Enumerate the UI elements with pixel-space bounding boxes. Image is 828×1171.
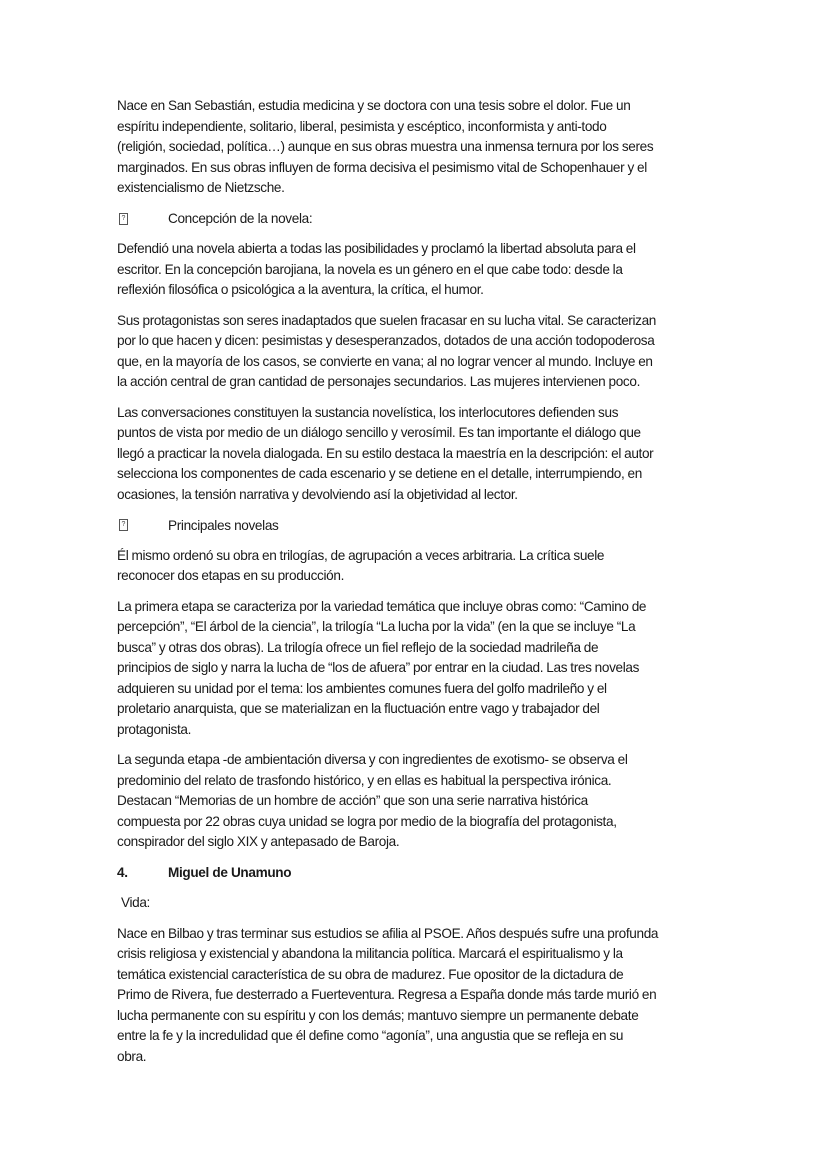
text-line: que, en la mayoría de los casos, se convierte en vana; al no lograr vencer al mundo. Incluye en	[117, 353, 653, 369]
paragraph-primera-etapa	[117, 597, 717, 741]
text-line: Defendió una novela abierta a todas las posibilidades y proclamó la libertad absoluta para el	[117, 241, 636, 256]
text-line: (religión, sociedad, política…) aunque en sus obras muestra una inmensa ternura por los seres	[117, 139, 654, 154]
bullet-principales-novelas	[117, 515, 717, 536]
text-line: Él mismo ordenó su obra en trilogías, de agrupación a veces arbitraria. La crítica suele	[117, 547, 605, 563]
paragraph-conversaciones	[117, 403, 717, 506]
text-line: temática existencial característica de su obra de madurez. Fue opositor de la dictadura de	[117, 966, 624, 982]
paragraph-unamuno-biography	[117, 924, 717, 1068]
text-line: predominio del relato de trasfondo histórico, y en ellas es habitual la perspectiva irónica.	[117, 772, 612, 788]
text-line: llegó a practicar la novela dialogada. En su estilo destaca la maestría en la descripción: el autor	[117, 445, 654, 461]
missing-glyph-bullet-icon: ?	[119, 213, 128, 225]
text-line: Las conversaciones constituyen la sustancia novelística, los interlocutores defienden sus	[117, 404, 619, 420]
text-line: entre la fe y la incredulidad que él define como “agonía”, una angustia que se refleja en su	[117, 1028, 624, 1043]
text-line: obra.	[117, 1048, 147, 1064]
text-line: conspirador del siglo XIX y antepasado de Baroja.	[117, 834, 400, 849]
text-line: La primera etapa se caracteriza por la variedad temática que incluye obras como: “Camino de	[117, 598, 647, 614]
text-line: marginados. En sus obras influyen de forma decisiva el pesimismo vital de Schopenhauer y el	[117, 159, 647, 175]
text-line: ocasiones, la tensión narrativa y devolviendo así la objetividad al lector.	[117, 486, 518, 502]
text-line: reflexión filosófica o psicológica a la aventura, la crítica, el humor.	[117, 282, 484, 297]
text-line: espíritu independiente, solitario, liberal, pesimista y escéptico, inconformista y anti-todo	[117, 118, 607, 134]
text-line: busca” y otras dos obras). La trilogía ofrece un fiel reflejo de la sociedad madrileña de	[117, 639, 599, 655]
text-line: por lo que hacen y dicen: pesimistas y desesperanzados, dotados de una acción todopoderosa	[117, 333, 655, 348]
document-page	[117, 96, 717, 1077]
paragraph-protagonistas	[117, 311, 717, 393]
text-line: protagonista.	[117, 721, 192, 737]
text-line: puntos de vista por medio de un diálogo sencillo y verosímil. Es tan importante el diálogo que	[117, 425, 641, 440]
text-line: adquieren su unidad por el tema: los ambientes comunes fuera del golfo madrileño y el	[117, 680, 607, 696]
paragraph-segunda-etapa	[117, 750, 717, 853]
subheading-vida: Vida:	[121, 895, 150, 910]
text-line: compuesta por 22 obras cuya unidad se logra por medio de la biografía del protagonista,	[117, 813, 617, 829]
text-line: lucha permanente con su espíritu y con los demás; mantuvo siempre un permanente debate	[117, 1007, 639, 1023]
bullet-label: Concepción de la novela:	[168, 211, 313, 227]
text-line: Destacan “Memorias de un hombre de acción” que son una serie narrativa histórica	[117, 793, 588, 808]
paragraph-novela-abierta	[117, 239, 717, 301]
paragraph-baroja-biography	[117, 96, 717, 199]
text-line: la acción central de gran cantidad de personajes secundarios. Las mujeres intervienen poco.	[117, 374, 640, 389]
text-line: crisis religiosa y existencial y abandona la militancia política. Marcará el espiritualismo y la	[117, 946, 623, 961]
text-line: Nace en San Sebastián, estudia medicina y se doctora con una tesis sobre el dolor. Fue un	[117, 98, 631, 113]
text-line: selecciona los componentes de cada escenario y se detiene en el detalle, interrumpiendo, en	[117, 466, 642, 481]
bullet-concepcion-novela	[117, 209, 717, 230]
text-line: principios de siglo y narra la lucha de “los de afuera” por entrar en la ciudad. Las tres novelas	[117, 660, 640, 675]
text-line: La segunda etapa -de ambientación diversa y con ingredientes de exotismo- se observa el	[117, 752, 628, 767]
text-line: Nace en Bilbao y tras terminar sus estudios se afilia al PSOE. Años después sufre una profunda	[117, 925, 659, 941]
bullet-label: Principales novelas	[168, 517, 279, 533]
text-line: proletario anarquista, que se materializan en la fluctuación entre vago y trabajador del	[117, 701, 600, 716]
text-line: percepción”, “El árbol de la ciencia”, la trilogía “La lucha por la vida” (en la que se incluye “La	[117, 619, 636, 634]
text-line: Sus protagonistas son seres inadaptados que suelen fracasar en su lucha vital. Se caracterizan	[117, 312, 657, 328]
text-line: escritor. En la concepción barojiana, la novela es un género en el que cabe todo: desde la	[117, 261, 623, 277]
text-line: Primo de Rivera, fue desterrado a Fuerteventura. Regresa a España donde más tarde murió en	[117, 987, 657, 1002]
paragraph-trilogias	[117, 546, 717, 587]
text-line: existencialismo de Nietzsche.	[117, 180, 285, 195]
section-title: Miguel de Unamuno	[168, 865, 292, 881]
missing-glyph-bullet-icon: ?	[119, 519, 128, 531]
section-heading-unamuno	[117, 863, 717, 884]
text-line: reconocer dos etapas en su producción.	[117, 568, 345, 583]
section-number: 4.	[117, 865, 128, 881]
